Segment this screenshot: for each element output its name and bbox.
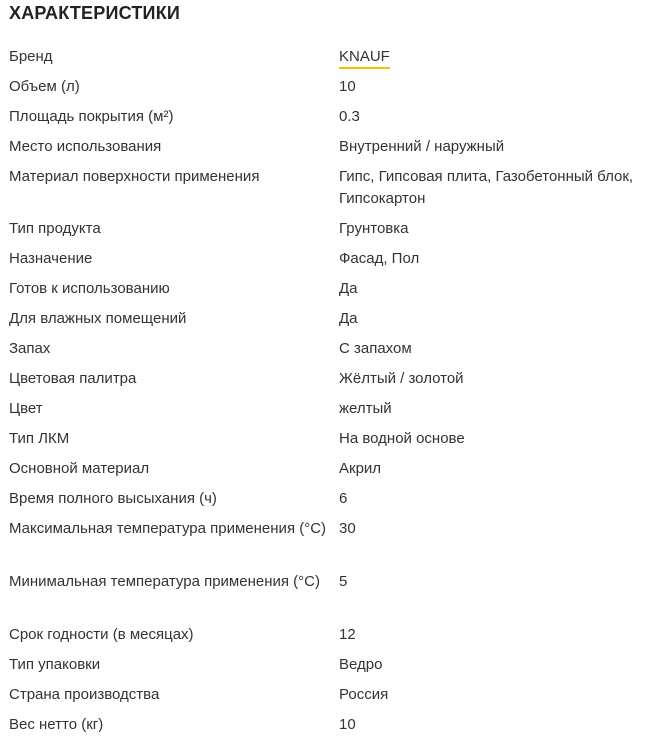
spec-row-coverage-area bbox=[9, 106, 644, 136]
spec-label: Назначение bbox=[9, 250, 93, 267]
spec-row-color-palette bbox=[9, 368, 644, 398]
spec-value: Ведро bbox=[339, 656, 383, 673]
spec-label: Тип ЛКМ bbox=[9, 430, 70, 447]
spec-label: Максимальная температура применения (°C) bbox=[9, 520, 327, 537]
spec-label: Место использования bbox=[9, 138, 162, 155]
spec-label: Цвет bbox=[9, 400, 43, 417]
spec-row-country bbox=[9, 684, 644, 714]
spec-row-surface-material bbox=[9, 166, 644, 218]
spec-value: Гипс, Гипсовая плита, Газобетонный блок, Гипсокартон bbox=[339, 168, 634, 207]
spec-row-brand bbox=[9, 46, 644, 76]
specs-table bbox=[9, 46, 644, 744]
spec-row-color bbox=[9, 398, 644, 428]
spec-value: Внутренний / наружный bbox=[339, 138, 505, 155]
spec-row-base-material bbox=[9, 458, 644, 488]
spec-label: Срок годности (в месяцах) bbox=[9, 626, 194, 643]
spec-row-usage-place bbox=[9, 136, 644, 166]
spec-label: Тип продукта bbox=[9, 220, 101, 237]
spec-row-wet-rooms bbox=[9, 308, 644, 338]
spec-value: 5 bbox=[339, 573, 348, 590]
spec-label: Основной материал bbox=[9, 460, 150, 477]
spec-row-net-weight bbox=[9, 714, 644, 744]
spec-value: 10 bbox=[339, 716, 356, 733]
spec-value: 10 bbox=[339, 78, 356, 95]
spec-value: желтый bbox=[339, 400, 392, 417]
spec-label: Страна производства bbox=[9, 686, 160, 703]
spec-label: Запах bbox=[9, 340, 51, 357]
spec-value: 12 bbox=[339, 626, 356, 643]
spec-value: Акрил bbox=[339, 460, 382, 477]
spec-value: 0.3 bbox=[339, 108, 360, 125]
spec-value: 6 bbox=[339, 490, 348, 507]
spec-label: Вес нетто (кг) bbox=[9, 716, 104, 733]
spec-label: Материал поверхности применения bbox=[9, 168, 260, 185]
spec-row-ready-to-use bbox=[9, 278, 644, 308]
spec-value: Грунтовка bbox=[339, 220, 409, 237]
spec-row-paint-type bbox=[9, 428, 644, 458]
section-title: ХАРАКТЕРИСТИКИ bbox=[9, 3, 181, 23]
spec-label: Для влажных помещений bbox=[9, 310, 187, 327]
spec-value: Фасад, Пол bbox=[339, 250, 420, 267]
spec-label: Время полного высыхания (ч) bbox=[9, 490, 217, 507]
spec-value: С запахом bbox=[339, 340, 412, 357]
spec-value: Да bbox=[339, 280, 358, 297]
spec-label: Тип упаковки bbox=[9, 656, 101, 673]
brand-link[interactable]: KNAUF bbox=[339, 48, 390, 69]
spec-value: Россия bbox=[339, 686, 389, 703]
spec-row-package-type bbox=[9, 654, 644, 684]
spec-row-min-temperature bbox=[9, 571, 644, 624]
spec-value: Да bbox=[339, 310, 358, 327]
spec-value: 30 bbox=[339, 520, 356, 537]
spec-value: На водной основе bbox=[339, 430, 465, 447]
spec-row-max-temperature bbox=[9, 518, 644, 571]
spec-row-purpose bbox=[9, 248, 644, 278]
spec-row-volume bbox=[9, 76, 644, 106]
spec-row-smell bbox=[9, 338, 644, 368]
spec-label: Площадь покрытия (м²) bbox=[9, 108, 174, 125]
spec-row-drying-time bbox=[9, 488, 644, 518]
spec-label: Объем (л) bbox=[9, 78, 80, 95]
spec-label: Цветовая палитра bbox=[9, 370, 137, 387]
spec-label: Минимальная температура применения (°C) bbox=[9, 573, 320, 590]
spec-label: Готов к использованию bbox=[9, 280, 170, 297]
spec-label: Бренд bbox=[9, 48, 53, 65]
spec-row-product-type bbox=[9, 218, 644, 248]
spec-row-shelf-life bbox=[9, 624, 644, 654]
spec-value: Жёлтый / золотой bbox=[339, 370, 464, 387]
spec-value bbox=[339, 46, 644, 69]
